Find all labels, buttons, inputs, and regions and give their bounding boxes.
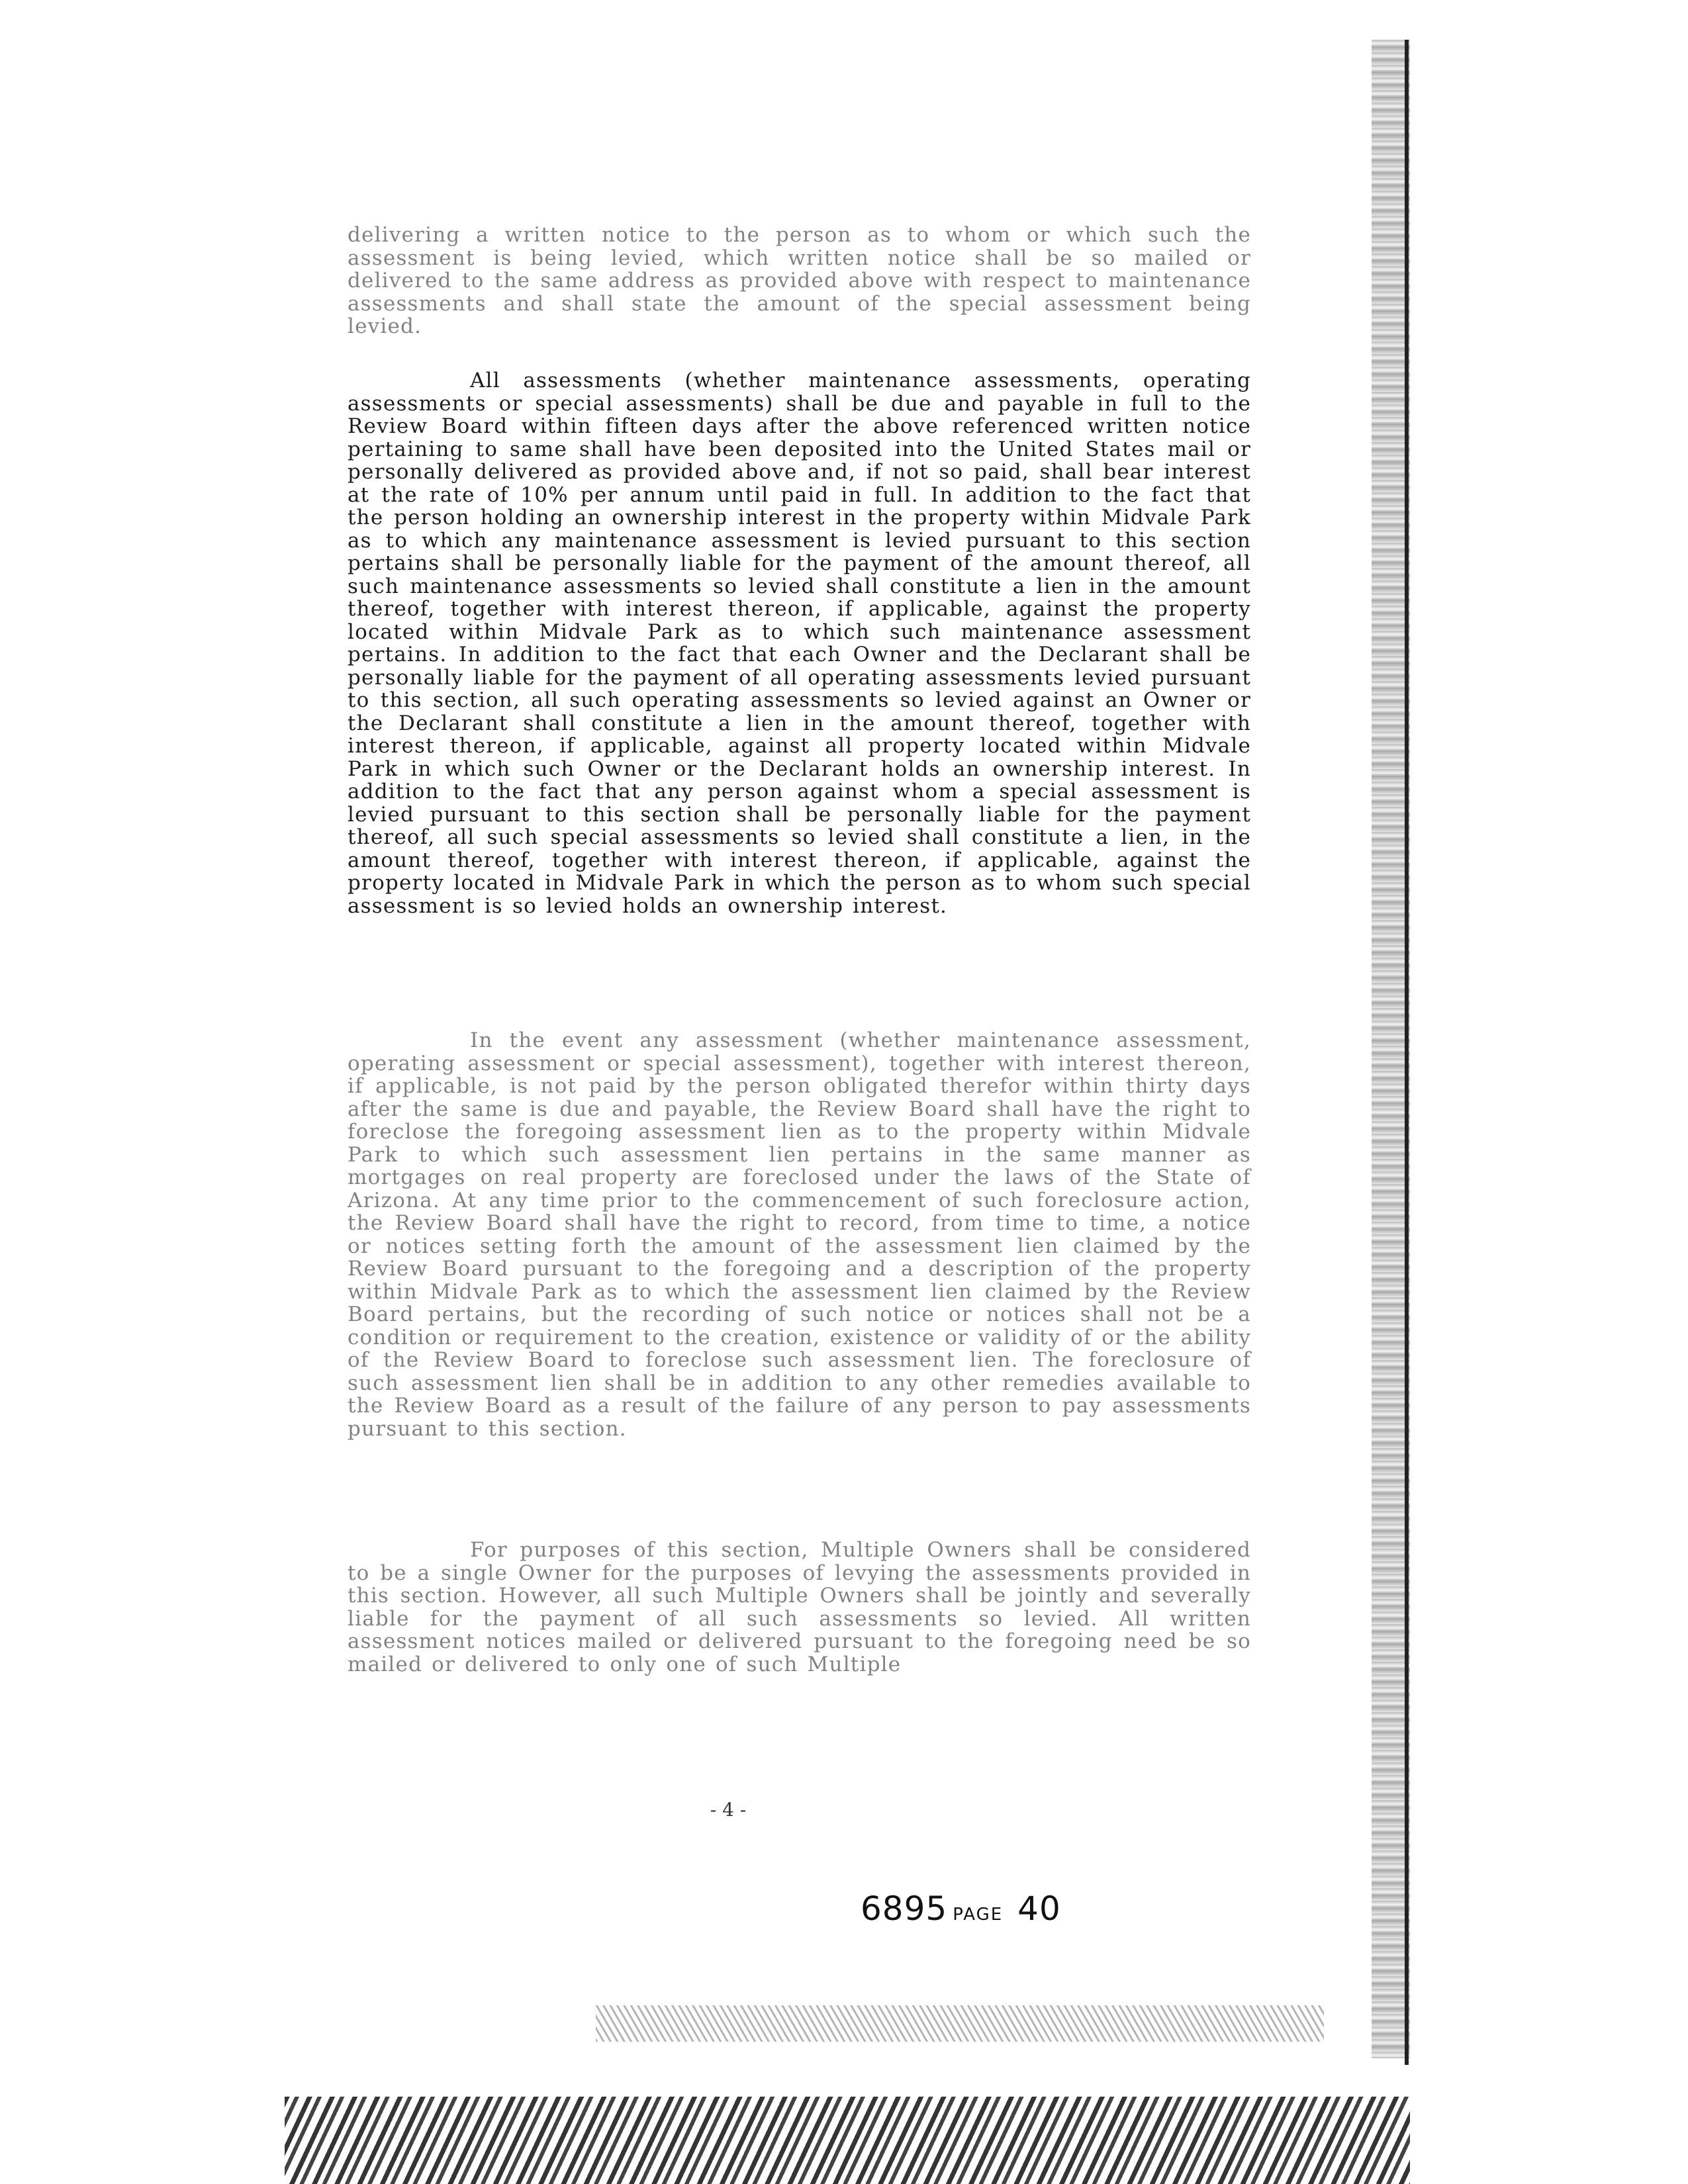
docket-number: 6895	[861, 1889, 948, 1928]
scan-edge-bottom	[285, 2097, 1410, 2184]
docket-page: 40	[1017, 1889, 1061, 1928]
paragraph-4-text: For purposes of this section, Multiple Owners shall be considered to be a single Owner for the purposes of levying the assessments provided in this section. However, all such Multiple Owners shall be jointly and severally liable for the payment of all such assessments so levied. All written assessment notices mailed or delivered pursuant to the foregoing need be so mailed or delivered to only one of such Multiple	[348, 1538, 1251, 1676]
paragraph-4	[348, 1539, 1251, 1676]
paragraph-1: delivering a written notice to the person as to whom or which such the assessment is being levied, which written notice shall be so mailed or delivered to the same address as provided above with respect to maintenance assessments and shall state the amount of the special assessment being levied.	[348, 223, 1251, 338]
page-number: - 4 -	[710, 1799, 747, 1821]
paragraph-2	[348, 369, 1251, 917]
paragraph-3-text: In the event any assessment (whether maintenance assessment, operating assessment or special assessment), together with interest thereon, if applicable, is not paid by the person obligated therefor within thirty days after the same is due and payable, the Review Board shall have the right to foreclose the foregoing assessment lien as to the property within Midvale Park to which such assessment lien pertains in the same manner as mortgages on real property are foreclosed under the laws of the State of Arizona. At any time prior to the commencement of such foreclosure action, the Review Board shall have the right to record, from time to time, a notice or notices setting forth the amount of the assessment lien claimed by the Review Board pursuant to the foregoing and a description of the property within Midvale Park as to which the assessment lien claimed by the Review Board pertains, but the recording of such notice or notices shall not be a condition or requirement to the creation, existence or validity of or the ability of the Review Board to foreclose such assessment lien. The foreclosure of such assessment lien shall be in addition to any other remedies available to the Review Board as a result of the failure of any person to pay assessments pursuant to this section.	[348, 1028, 1251, 1441]
paragraph-2-text: All assessments (whether maintenance assessments, operating assessments or special assessments) shall be due and payable in full to the Review Board within fifteen days after the above referenced written notice pertaining to same shall have been deposited into the United States mail or personally delivered as provided above and, if not so paid, shall bear interest at the rate of 10% per annum until paid in full. In addition to the fact that the person holding an ownership interest in the property within Midvale Park as to which any maintenance assessment is levied pursuant to this section pertains shall be personally liable for the payment of the amount thereof, all such maintenance assessments so levied shall constitute a lien in the amount thereof, together with interest thereon, if applicable, against the property located within Midvale Park as to which such maintenance assessment pertains. In addition to the fact that each Owner and the Declarant shall be personally liable for the payment of all operating assessments levied pursuant to this section, all such operating assessments so levied against an Owner or the Declarant shall constitute a lien in the amount thereof, together with interest thereon, if applicable, against all property located within Midvale Park in which such Owner or the Declarant holds an ownership interest. In addition to the fact that any person against whom a special assessment is levied pursuant to this section shall be personally liable for the payment thereof, all such special assessments so levied shall constitute a lien, in the amount thereof, together with interest thereon, if applicable, against the property located in Midvale Park in which the person as to whom such special assessment is so levied holds an ownership interest.	[348, 369, 1251, 918]
paragraph-3	[348, 1029, 1251, 1440]
scan-noise-bottom-faint	[596, 2005, 1324, 2042]
scan-edge-right-line	[1405, 40, 1409, 2065]
docket-page-label: PAGE	[953, 1905, 1004, 1925]
docket-stamp	[861, 1889, 1061, 1928]
